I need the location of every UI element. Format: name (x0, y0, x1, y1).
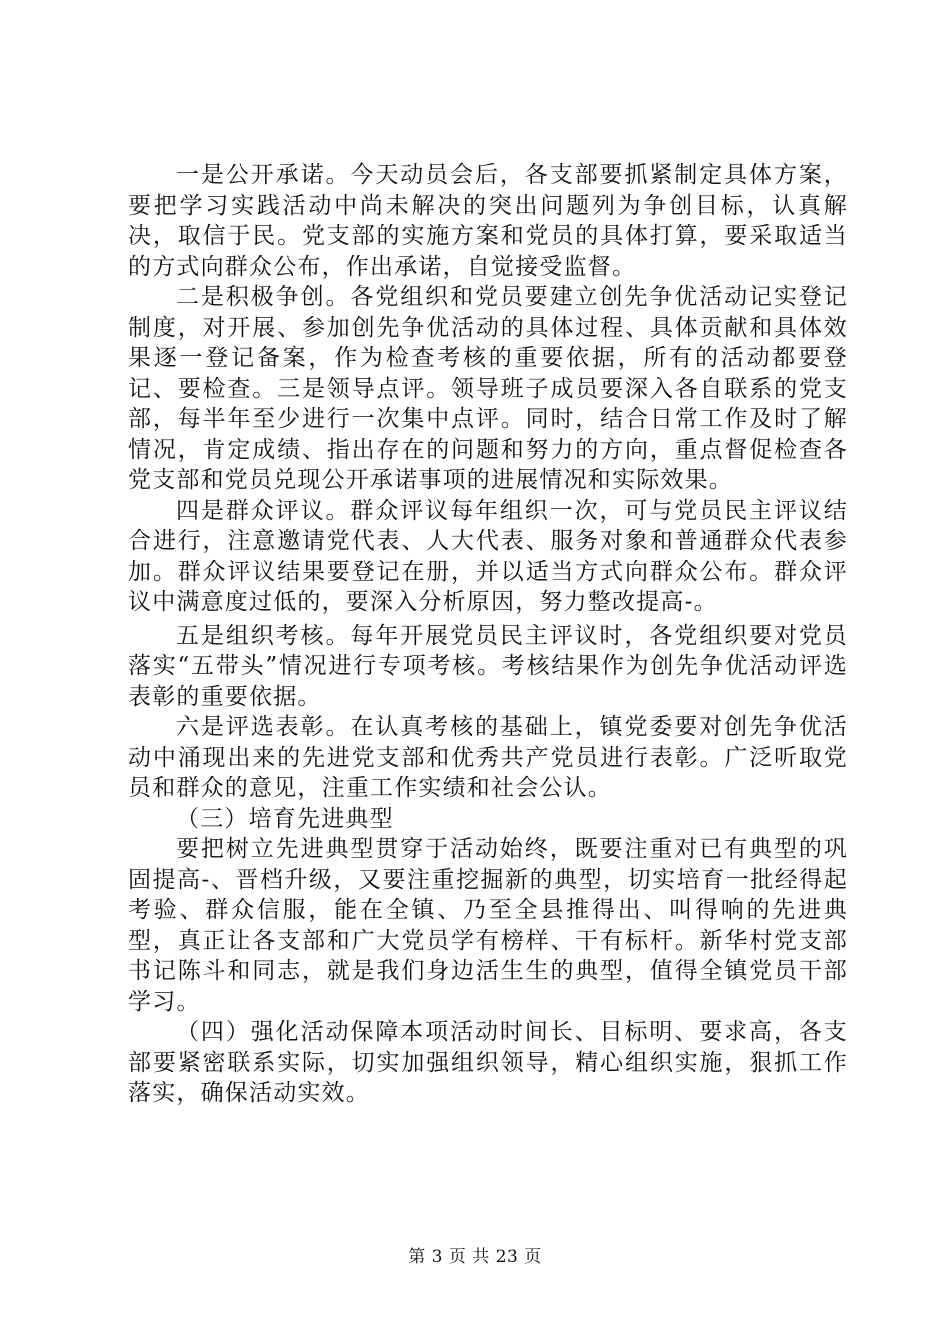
document-body (128, 160, 848, 1109)
page-number-footer: 第 3 页 共 23 页 (408, 1247, 542, 1267)
paragraph-organizational-assessment: 五是组织考核。每年开展党员民主评议时，各党组织要对党员落实“五带头”情况进行专项考核。考核结果作为创先争优活动评选表彰的重要依据。 (128, 622, 848, 710)
paragraph-advanced-models: 要把树立先进典型贯穿于活动始终，既要注重对已有典型的巩固提高-、晋档升级，又要注重挖掘新的典型，切实培育一批经得起考验、群众信服，能在全镇、乃至全县推得出、叫得响的先进典型，真正让各支部和广大党员学有榜样、干有标杆。新华村党支部书记陈斗和同志，就是我们身边活生生的典型，值得全镇党员干部学习。 (128, 836, 848, 1015)
paragraph-public-commitment: 一是公开承诺。今天动员会后，各支部要抓紧制定具体方案，要把学习实践活动中尚未解决的突出问题列为争创目标，认真解决，取信于民。党支部的实施方案和党员的具体打算，要采取适当的方式向群众公布，作出承诺，自觉接受监督。 (128, 162, 848, 280)
section-heading-cultivate-models: （三）培育先进典型 (176, 805, 394, 832)
paragraph-active-striving: 二是积极争创。各党组织和党员要建立创先争优活动记实登记制度，对开展、参加创先争优活动的具体过程、具体贡献和具体效果逐一登记备案，作为检查考核的重要依据，所有的活动都要登记、要检查。三是领导点评。领导班子成员要深入各自联系的党支部，每半年至少进行一次集中点评。同时，结合日常工作及时了解情况，肯定成绩、指出存在的问题和努力的方向，重点督促检查各党支部和党员兑现公开承诺事项的进展情况和实际效果。 (128, 284, 848, 493)
paragraph-mass-evaluation: 四是群众评议。群众评议每年组织一次，可与党员民主评议结合进行，注意邀请党代表、人大代表、服务对象和普通群众代表参加。群众评议结果要登记在册，并以适当方式向群众公布。群众评议中满意度过低的，要深入分析原因，努力整改提高-。 (128, 497, 848, 615)
paragraph-activity-guarantee: （四）强化活动保障本项活动时间长、目标明、要求高，各支部要紧密联系实际，切实加强组织领导，精心组织实施，狠抓工作落实，确保活动实效。 (128, 1019, 848, 1106)
paragraph-selection-commendation: 六是评选表彰。在认真考核的基础上，镇党委要对创先争优活动中涌现出来的先进党支部和优秀共产党员进行表彰。广泛听取党员和群众的意见，注重工作实绩和社会公认。 (128, 714, 848, 801)
